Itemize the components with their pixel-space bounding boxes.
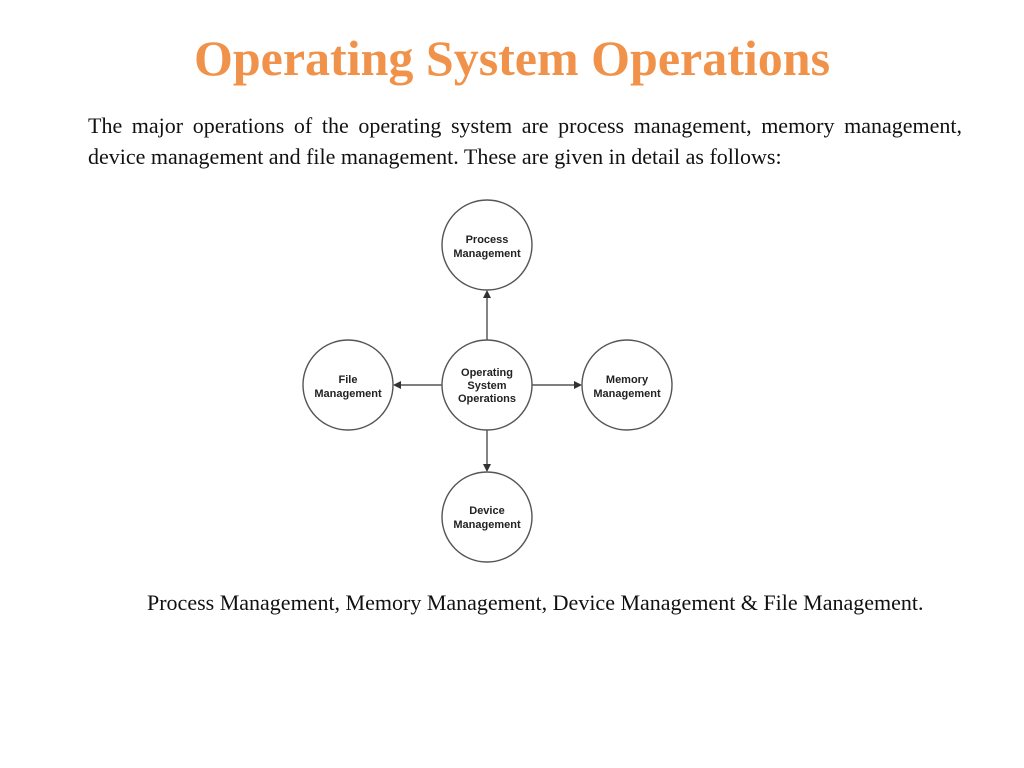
node-os-operations-line2: System xyxy=(467,380,507,392)
node-file-line2: Management xyxy=(314,388,382,400)
node-process-management xyxy=(442,200,532,290)
node-device-management xyxy=(442,472,532,562)
node-device-line1: Device xyxy=(469,505,505,517)
arrow-to-process xyxy=(483,290,491,341)
node-file-management xyxy=(303,340,393,430)
node-os-operations xyxy=(442,340,532,430)
summary-text: Process Management, Memory Management, Device Management & File Management. xyxy=(147,590,924,615)
node-memory-line2: Management xyxy=(593,388,661,400)
node-device-line2: Management xyxy=(453,519,521,531)
node-os-operations-line3: Operations xyxy=(457,393,517,405)
node-memory-line1: Memory xyxy=(605,374,649,386)
node-process-line2: Management xyxy=(453,248,521,260)
node-os-operations-line1: Operating xyxy=(461,367,513,379)
diagram-svg xyxy=(298,196,678,566)
node-memory-management xyxy=(582,340,672,430)
node-process-line1: Process xyxy=(465,234,509,246)
arrow-to-memory xyxy=(532,381,582,389)
arrow-to-file xyxy=(393,381,442,389)
os-operations-diagram xyxy=(298,196,678,566)
arrow-to-device xyxy=(483,430,491,472)
slide-title: Operating System Operations xyxy=(193,30,831,86)
intro-paragraph: The major operations of the operating system are process management, memory management, device management and file management. These are given in detail as follows: xyxy=(88,113,962,169)
node-file-line1: File xyxy=(338,374,358,386)
